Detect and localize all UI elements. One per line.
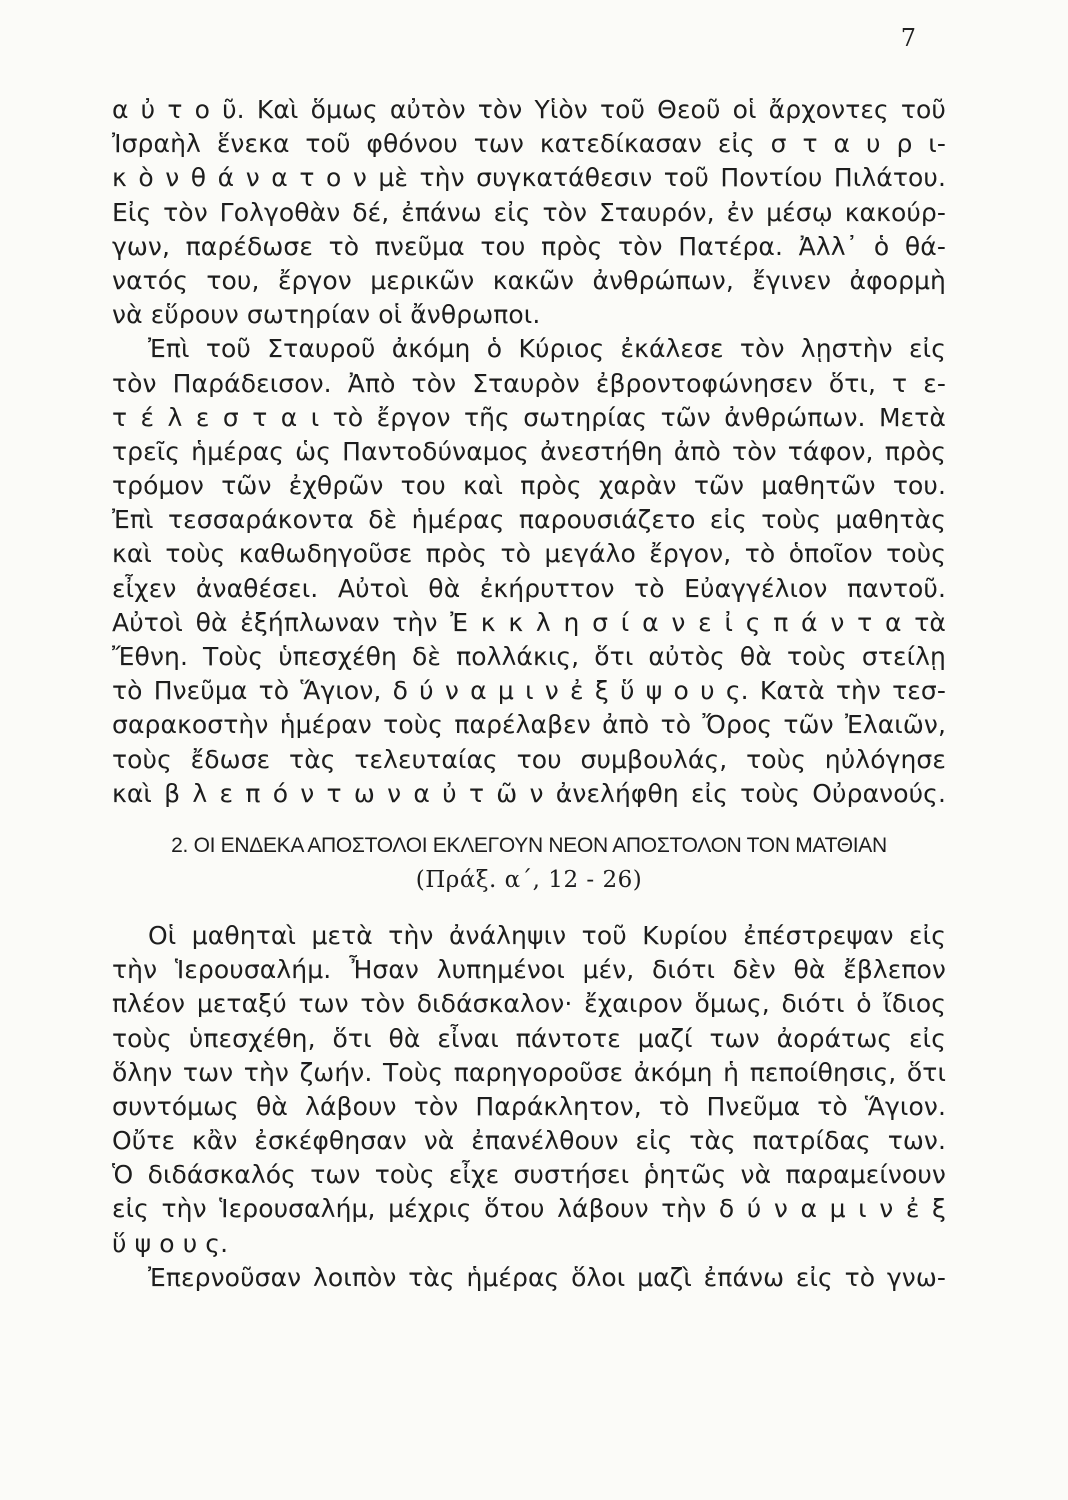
text-line: συντόμως θὰ λάβουν τὸν Παράκλητον, τὸ Πνεῦμα τὸ Ἅγιον. bbox=[112, 1091, 946, 1121]
text-line: Ἔθνη. Τοὺς ὑπεσχέθη δὲ πολλάκις, ὅτι αὐτὸς θὰ τοὺς στείλῃ bbox=[112, 642, 946, 671]
text-line: εἰς τὴν Ἱερουσαλήμ, μέχρις ὅτου λάβουν τὴν δ ύ ν α μ ι ν ἐ ξ bbox=[112, 1194, 946, 1224]
text-line: τοὺς ἔδωσε τὰς τελευταίας του συμβουλάς, τοὺς ηὐλόγησε bbox=[112, 744, 946, 774]
text-line: τὸ Πνεῦμα τὸ Ἅγιον, δ ύ ν α μ ι ν ἐ ξ ὕ ψ ο υ ς. Κατὰ τὴν τεσ- bbox=[112, 676, 946, 706]
text-line: Ἐπὶ τεσσαράκοντα δὲ ἡμέρας παρουσιάζετο εἰς τοὺς μαθητὰς bbox=[112, 505, 946, 535]
text-line: πλέον μεταξύ των τὸν διδάσκαλον· ἔχαιρον ὅμως, διότι ὁ ἴδιος bbox=[112, 989, 946, 1019]
scripture-reference: (Πράξ. α΄, 12 - 26) bbox=[415, 866, 643, 893]
section-1-text bbox=[112, 93, 946, 811]
text-line: Ἐπὶ τοῦ Σταυροῦ ἀκόμη ὁ Κύριος ἐκάλεσε τὸν λῃστὴν εἰς bbox=[148, 334, 946, 364]
text-line: καὶ β λ ε π ό ν τ ω ν α ὐ τ ῶ ν ἀνελήφθη εἰς τοὺς Οὐρανούς. bbox=[112, 778, 946, 808]
text-line: κ ὸ ν θ ά ν α τ ο ν μὲ τὴν συγκατάθεσιν τοῦ Ποντίου Πιλάτου. bbox=[112, 163, 946, 193]
page-body bbox=[112, 93, 946, 1295]
text-line: νὰ εὕρουν σωτηρίαν οἱ ἄνθρωποι. bbox=[112, 300, 541, 330]
text-line: Ἰσραὴλ ἕνεκα τοῦ φθόνου των κατεδίκασαν εἰς σ τ α υ ρ ι- bbox=[112, 129, 946, 159]
text-line: εἶχεν ἀναθέσει. Αὐτοὶ θὰ ἐκήρυττον τὸ Εὐαγγέλιον παντοῦ. bbox=[112, 573, 946, 603]
text-line: τοὺς ὑπεσχέθη, ὅτι θὰ εἶναι πάντοτε μαζί των ἀοράτως εἰς bbox=[112, 1023, 946, 1053]
section-2-text bbox=[112, 919, 946, 1295]
text-line: νατός του, ἔργον μερικῶν κακῶν ἀνθρώπων, ἔγινεν ἀφορμὴ bbox=[112, 265, 946, 295]
section-heading: 2. ΟΙ ΕΝΔΕΚΑ ΑΠΟΣΤΟΛΟΙ ΕΚΛΕΓΟΥΝ ΝΕΟΝ ΑΠΟΣΤΟΛΟΝ ΤΟΝ ΜΑΤΘΙΑΝ bbox=[171, 833, 887, 857]
text-line: τὴν Ἱερουσαλήμ. Ἦσαν λυπημένοι μέν, διότι δὲν θὰ ἔβλεπον bbox=[112, 955, 946, 985]
page-number: 7 bbox=[900, 24, 916, 52]
text-line: ὕ ψ ο υ ς. bbox=[112, 1228, 229, 1258]
text-line: καὶ τοὺς καθωδηγοῦσε πρὸς τὸ μεγάλο ἔργον, τὸ ὁποῖον τοὺς bbox=[112, 539, 946, 569]
text-line: α ὐ τ ο ῦ. Καὶ ὅμως αὐτὸν τὸν Υἱὸν τοῦ Θεοῦ οἱ ἄρχοντες τοῦ bbox=[112, 95, 946, 124]
text-line: Οὔτε κἂν ἐσκέφθησαν νὰ ἐπανέλθουν εἰς τὰς πατρίδας των. bbox=[112, 1126, 946, 1156]
text-line: Ἐπερνοῦσαν λοιπὸν τὰς ἡμέρας ὅλοι μαζὶ ἐπάνω εἰς τὸ γνω- bbox=[148, 1262, 946, 1292]
text-line: σαρακοστὴν ἡμέραν τοὺς παρέλαβεν ἀπὸ τὸ Ὄρος τῶν Ἐλαιῶν, bbox=[112, 710, 946, 740]
text-line: τρεῖς ἡμέρας ὡς Παντοδύναμος ἀνεστήθη ἀπὸ τὸν τάφον, πρὸς bbox=[112, 436, 946, 466]
text-line: ὅλην των τὴν ζωήν. Τοὺς παρηγοροῦσε ἀκόμη ἡ πεποίθησις, ὅτι bbox=[112, 1057, 946, 1087]
text-line: τ έ λ ε σ τ α ι τὸ ἔργον τῆς σωτηρίας τῶν ἀνθρώπων. Μετὰ bbox=[112, 402, 946, 432]
text-line: Εἰς τὸν Γολγοθὰν δέ, ἐπάνω εἰς τὸν Σταυρόν, ἐν μέσῳ κακούρ- bbox=[112, 197, 946, 227]
text-line: Οἱ μαθηταὶ μετὰ τὴν ἀνάληψιν τοῦ Κυρίου ἐπέστρεψαν εἰς bbox=[148, 920, 946, 950]
text-line: γων, παρέδωσε τὸ πνεῦμα του πρὸς τὸν Πατέρα. Ἀλλ᾽ ὁ θά- bbox=[112, 231, 946, 261]
section-gap bbox=[112, 899, 946, 919]
section-gap bbox=[112, 811, 946, 831]
text-line: τρόμον τῶν ἐχθρῶν του καὶ πρὸς χαρὰν τῶν μαθητῶν του. bbox=[112, 471, 946, 501]
text-line: Αὐτοὶ θὰ ἐξήπλωναν τὴν Ἐ κ κ λ η σ ί α ν ε ἰ ς π ά ν τ α τὰ bbox=[112, 607, 946, 637]
text-line: Ὁ διδάσκαλός των τοὺς εἶχε συστήσει ῥητῶς νὰ παραμείνουν bbox=[112, 1160, 946, 1190]
text-line: τὸν Παράδεισον. Ἀπὸ τὸν Σταυρὸν ἐβροντοφώνησεν ὅτι, τ ε- bbox=[112, 368, 946, 398]
